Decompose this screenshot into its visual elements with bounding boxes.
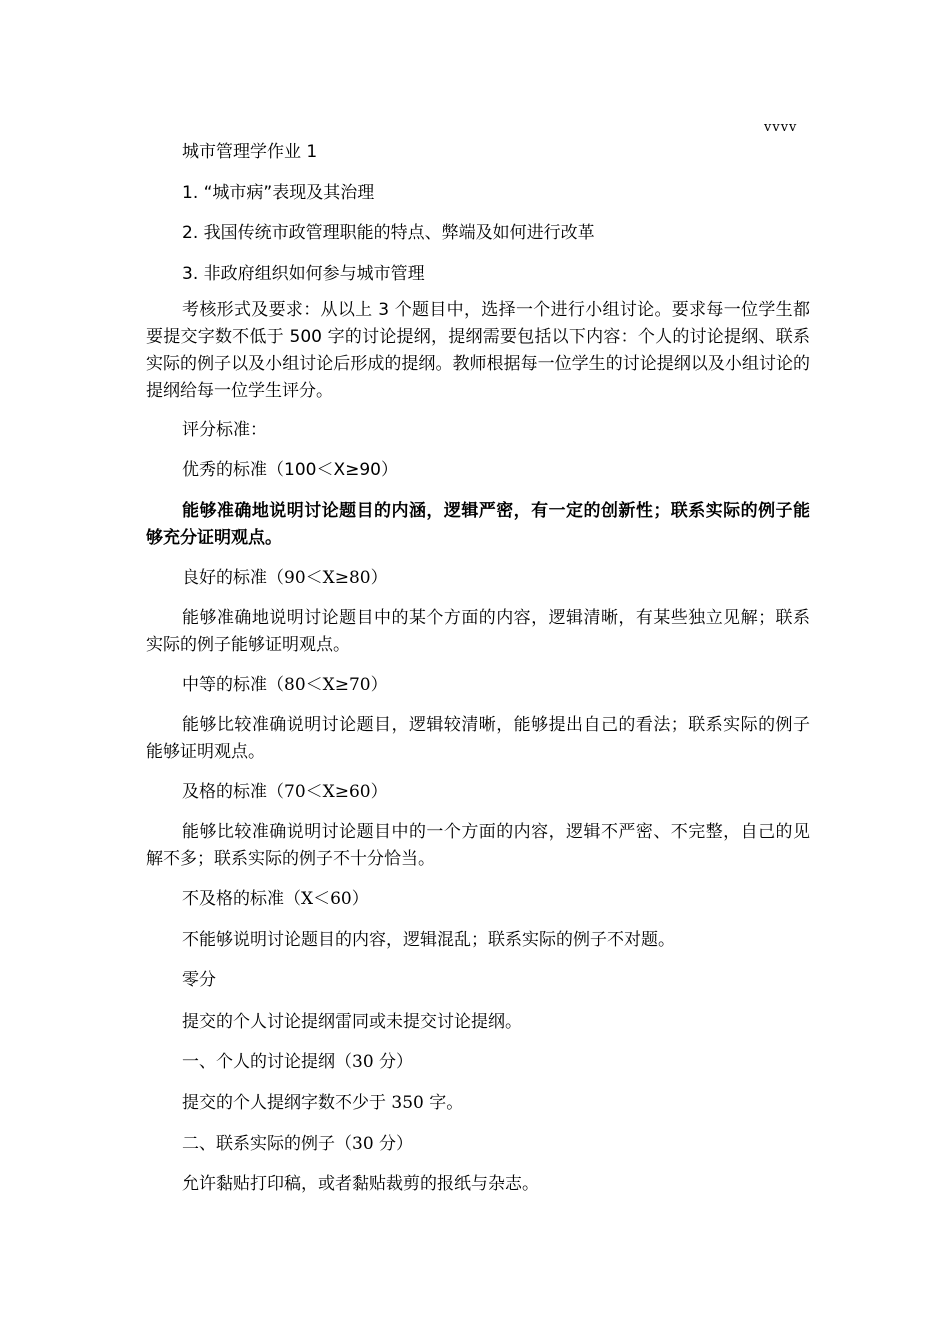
section-2-description: 允许黏贴打印稿，或者黏贴裁剪的报纸与杂志。 <box>182 1174 539 1194</box>
requirements-paragraph: 考核形式及要求：从以上 3 个题目中，选择一个进行小组讨论。要求每一位学生都要提交字数不低于 500 字的讨论提纲，提纲需要包括以下内容：个人的讨论提纲、联系实际的例子以及小组讨论后形成的提纲。教师根据每一位学生的讨论提纲以及小组讨论的提纲给每一位学生评分。 <box>146 300 810 401</box>
excellent-heading: 优秀的标准（100＜X≥90） <box>182 460 398 480</box>
good-heading: 良好的标准（90＜X≥80） <box>182 568 388 588</box>
header-mark: vvvv <box>764 120 798 135</box>
section-1-description: 提交的个人提纲字数不少于 350 字。 <box>182 1093 464 1113</box>
medium-description: 能够比较准确说明讨论题目，逻辑较清晰，能够提出自己的看法；联系实际的例子能够证明观点。 <box>146 715 810 762</box>
pass-heading: 及格的标准（70＜X≥60） <box>182 782 388 802</box>
criteria-heading: 评分标准： <box>182 420 267 440</box>
fail-heading: 不及格的标准（X＜60） <box>182 889 369 909</box>
document-title: 城市管理学作业 1 <box>182 142 318 162</box>
medium-heading: 中等的标准（80＜X≥70） <box>182 675 388 695</box>
zero-description: 提交的个人讨论提纲雷同或未提交讨论提纲。 <box>182 1012 522 1032</box>
good-description: 能够准确地说明讨论题目中的某个方面的内容，逻辑清晰，有某些独立见解；联系实际的例子能够证明观点。 <box>146 608 810 655</box>
section-1-heading: 一、个人的讨论提纲（30 分） <box>182 1052 414 1072</box>
section-2-heading: 二、联系实际的例子（30 分） <box>182 1134 414 1154</box>
topic-2: 2. 我国传统市政管理职能的特点、弊端及如何进行改革 <box>182 223 595 243</box>
topic-3: 3. 非政府组织如何参与城市管理 <box>182 264 425 284</box>
fail-description: 不能够说明讨论题目的内容，逻辑混乱；联系实际的例子不对题。 <box>182 930 675 950</box>
topic-1: 1. “城市病”表现及其治理 <box>182 183 375 203</box>
zero-heading: 零分 <box>182 970 216 990</box>
excellent-description: 能够准确地说明讨论题目的内涵，逻辑严密，有一定的创新性；联系实际的例子能够充分证明观点。 <box>146 501 810 548</box>
pass-description: 能够比较准确说明讨论题目中的一个方面的内容，逻辑不严密、不完整，自己的见解不多；联系实际的例子不十分恰当。 <box>146 822 810 869</box>
